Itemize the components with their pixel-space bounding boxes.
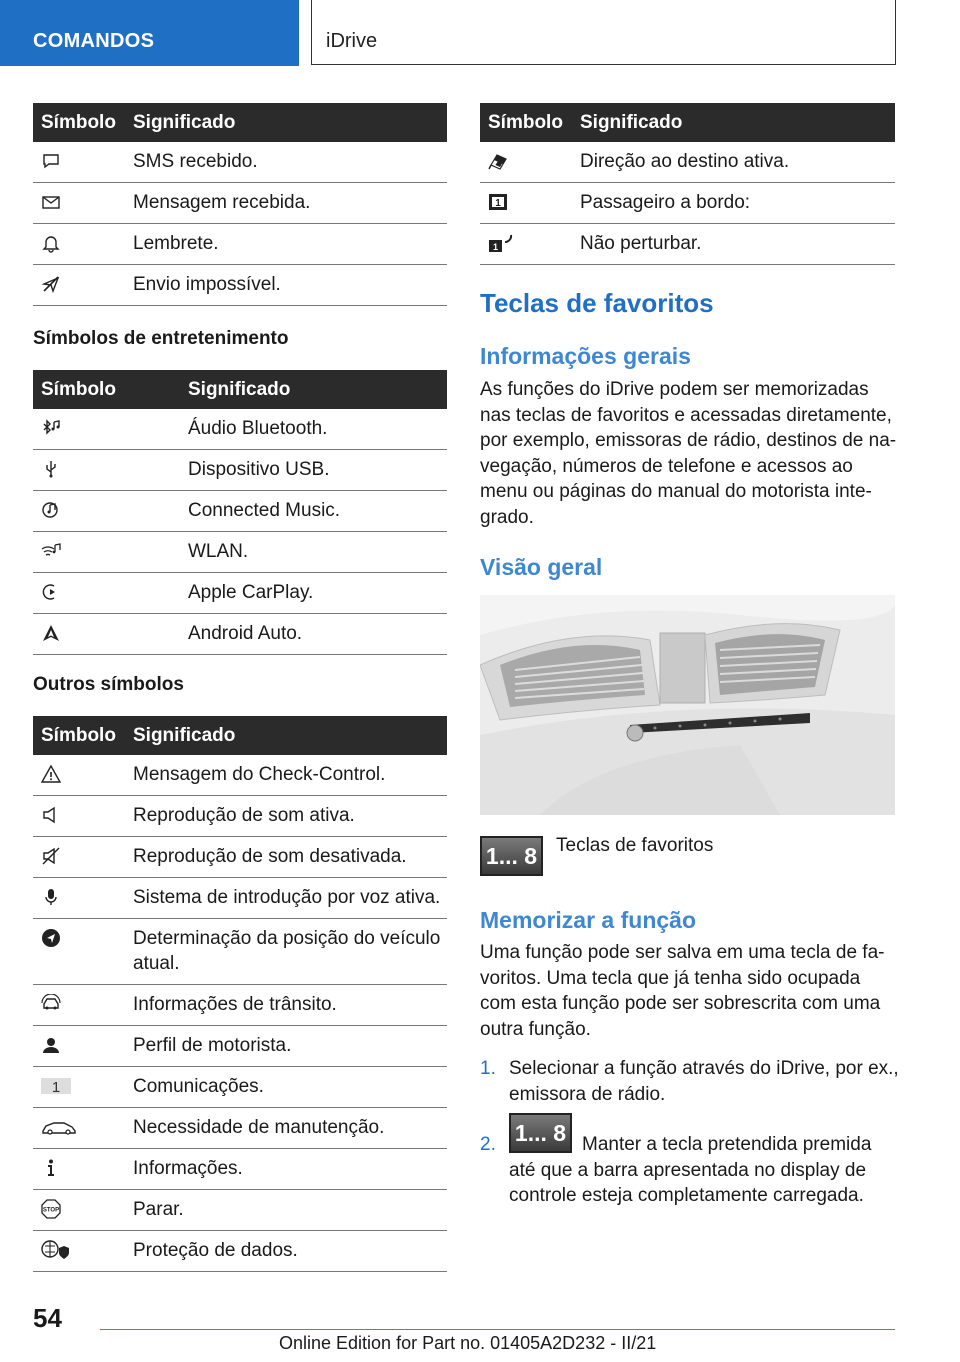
usb-icon <box>41 459 61 479</box>
table-row <box>33 1149 447 1190</box>
save-function-text: Uma função pode ser salva em uma tecla de fa- voritos. Uma tecla que já tenha sido ocupada com esta função pode ser sobrescrita com uma outra função. <box>480 942 885 1040</box>
wlan-icon <box>41 541 61 561</box>
communications-icon <box>41 1076 71 1096</box>
symbol-meaning: WLAN. <box>180 532 447 573</box>
send-failed-icon <box>41 274 61 294</box>
table-row <box>33 409 447 450</box>
symbol-meaning: Áudio Bluetooth. <box>180 409 447 450</box>
stop-icon <box>41 1199 61 1219</box>
do-not-disturb-icon <box>488 233 514 253</box>
col-symbol: Símbolo <box>33 716 125 755</box>
communications-glyph: 1 <box>51 1079 61 1096</box>
table-row <box>33 532 447 573</box>
step-number: 2. <box>480 1134 496 1155</box>
sms-icon <box>41 151 61 171</box>
do-not-disturb-glyph: 1 <box>492 242 499 252</box>
table-row <box>33 450 447 491</box>
stop-glyph: STOP <box>42 1207 60 1214</box>
microphone-icon <box>41 887 61 907</box>
symbol-meaning: Connected Music. <box>180 491 447 532</box>
table-row <box>33 265 447 306</box>
passenger-glyph: 1 <box>495 198 501 209</box>
table-row <box>480 224 895 265</box>
table-row <box>33 1231 447 1272</box>
col-meaning: Significado <box>125 716 447 755</box>
step-text: Manter a tecla pretendida premida até que a barra apresentada no display de controle esteja completamente carregada. <box>509 1134 872 1207</box>
footer-rule <box>100 1329 895 1330</box>
bluetooth-audio-icon <box>41 418 61 438</box>
symbol-meaning: Direção ao destino ativa. <box>572 142 895 183</box>
col-meaning: Significado <box>572 103 895 142</box>
table-row <box>33 1190 447 1231</box>
envelope-icon <box>41 192 61 212</box>
symbol-meaning: Mensagem recebida. <box>125 183 447 224</box>
symbol-meaning: SMS recebido. <box>125 142 447 183</box>
symbol-meaning: Perfil de motorista. <box>125 1026 447 1067</box>
table-row <box>33 142 447 183</box>
heading-general-info: Informações gerais <box>480 343 691 369</box>
favorites-caption: Teclas de favoritos <box>556 835 714 856</box>
symbol-meaning: Informações. <box>125 1149 447 1190</box>
table-row <box>480 142 895 183</box>
heading-save-function: Memorizar a função <box>480 907 696 933</box>
other-symbol-table <box>33 716 447 1272</box>
service-icon <box>41 1117 77 1137</box>
chapter-header <box>311 0 896 65</box>
table-row <box>33 1108 447 1149</box>
heading-overview: Visão geral <box>480 554 603 580</box>
col-meaning: Significado <box>180 370 447 409</box>
table-row <box>33 491 447 532</box>
step-2 <box>480 1120 895 1212</box>
symbol-meaning: Sistema de introdução por voz ativa. <box>125 878 447 919</box>
table-row <box>33 985 447 1026</box>
page-number: 54 <box>33 1303 62 1333</box>
dashboard-photo <box>480 595 895 815</box>
symbol-meaning: Android Auto. <box>180 614 447 655</box>
speaker-icon <box>41 805 61 825</box>
favorite-keys-image: 1... 8 <box>480 836 543 876</box>
table-row <box>33 837 447 878</box>
col-symbol: Símbolo <box>33 370 180 409</box>
data-protection-icon <box>41 1240 69 1260</box>
symbol-meaning: Determinação da posição do veículo atual. <box>125 919 447 985</box>
location-icon <box>41 928 61 948</box>
col-symbol: Símbolo <box>480 103 572 142</box>
bell-icon <box>41 233 61 253</box>
symbol-meaning: Não perturbar. <box>572 224 895 265</box>
table-row <box>33 573 447 614</box>
other-symbols-title: Outros símbolos <box>33 674 184 695</box>
symbol-meaning: Passageiro a bordo: <box>572 183 895 224</box>
symbol-meaning: Reprodução de som desativada. <box>125 837 447 878</box>
warning-icon <box>41 764 61 784</box>
symbol-meaning: Informações de trânsito. <box>125 985 447 1026</box>
symbol-meaning: Parar. <box>125 1190 447 1231</box>
driver-profile-icon <box>41 1035 61 1055</box>
table-row <box>33 1067 447 1108</box>
symbol-meaning: Necessidade de manutenção. <box>125 1108 447 1149</box>
symbol-meaning: Reprodução de som ativa. <box>125 796 447 837</box>
symbol-meaning: Comunicações. <box>125 1067 447 1108</box>
general-info-text: As funções do iDrive podem ser memorizadas nas teclas de favoritos e acessadas diretamente, por exemplo, emissoras de rádio, destinos de na- vegação, números de telefone e acessos ao menu ou páginas do manual do motorista inte- grado. <box>480 379 897 528</box>
symbol-meaning: Apple CarPlay. <box>180 573 447 614</box>
step-number: 1. <box>480 1058 496 1079</box>
favorite-keys-image: 1... 8 <box>509 1113 572 1153</box>
symbol-meaning: Lembrete. <box>125 224 447 265</box>
section-title: COMANDOS <box>33 30 155 52</box>
speaker-muted-icon <box>41 846 61 866</box>
chapter-title: iDrive <box>326 30 378 52</box>
section-heading-favorites: Teclas de favoritos <box>480 288 714 318</box>
status-symbol-table <box>480 103 895 265</box>
table-row <box>33 614 447 655</box>
entertainment-symbol-table <box>33 370 447 655</box>
destination-flag-icon <box>488 151 508 171</box>
symbol-meaning: Mensagem do Check-Control. <box>125 755 447 796</box>
carplay-icon <box>41 582 61 602</box>
messages-symbol-table <box>33 103 447 306</box>
info-icon <box>41 1158 61 1178</box>
table-row <box>480 183 895 224</box>
symbol-meaning: Proteção de dados. <box>125 1231 447 1272</box>
symbol-meaning: Envio impossível. <box>125 265 447 306</box>
table-row <box>33 919 447 985</box>
section-tab <box>0 0 299 66</box>
android-auto-icon <box>41 623 61 643</box>
table-row <box>33 183 447 224</box>
footer-edition: Online Edition for Part no. 01405A2D232 - II/21 <box>279 1333 657 1353</box>
passenger-icon <box>488 192 508 212</box>
col-meaning: Significado <box>125 103 447 142</box>
table-row <box>33 1026 447 1067</box>
traffic-info-icon <box>41 994 61 1014</box>
table-row <box>33 755 447 796</box>
step-text: Selecionar a função através do iDrive, por ex., emissora de rádio. <box>509 1058 899 1105</box>
connected-music-icon <box>41 500 61 520</box>
table-row <box>33 878 447 919</box>
step-1 <box>480 1056 899 1108</box>
col-symbol: Símbolo <box>33 103 125 142</box>
table-row <box>33 796 447 837</box>
symbol-meaning: Dispositivo USB. <box>180 450 447 491</box>
entertainment-title: Símbolos de entretenimento <box>33 328 289 349</box>
table-row <box>33 224 447 265</box>
